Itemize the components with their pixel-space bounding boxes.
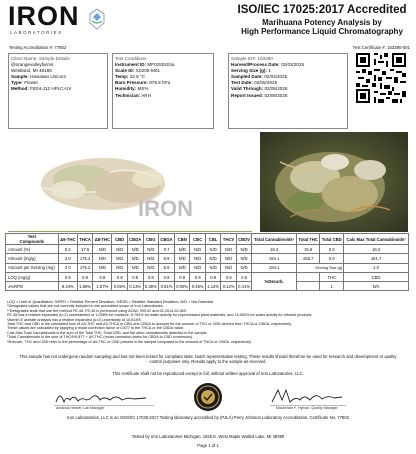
- table-cell: N/D: [127, 245, 143, 254]
- footnote: *Designates values that are not currently included in the accredited scope of Iron Laboratories.: [7, 304, 164, 309]
- header-total-cannabinoids: Total Cannabinoids¹: [252, 234, 297, 245]
- table-cell: 0.38%: [143, 282, 158, 291]
- decarb-cbd-value: N/A: [344, 282, 409, 291]
- footnotes: [7, 300, 407, 344]
- footer-accreditation: Iron Laboratories, LLC is an ISO/IEC 17025:2017 Testing laboratory accredited by (PJLA) Perry Johnson Laboratory Accreditation, Certificate No. 77802: [67, 415, 349, 420]
- table-cell: [296, 282, 319, 291]
- test-date-label: Test Date:: [231, 80, 253, 86]
- table-row: [6, 263, 409, 272]
- table-cell: 0.9: [77, 272, 92, 281]
- report-subtitle-line2: High Performance Liquid Chromatography: [241, 27, 403, 36]
- table-cell: N/D: [143, 245, 158, 254]
- pjla-seal-icon: [88, 8, 106, 30]
- quality-manager-signature: [268, 386, 348, 408]
- table-cell: 0.9: [58, 272, 77, 281]
- footnote: FE-45 has a relative expanded (k=2) uncertainties of 1.098% for moisture, 8.754% for water activity for unprocessed plant materials, and 13.052% for water activity for infused products.: [7, 313, 313, 318]
- table-cell: N/D: [112, 263, 127, 272]
- header-calc-max-total: Calc Max Total Cannabinoids²: [344, 234, 409, 245]
- valid-through-value: 02/05/2026: [264, 86, 288, 92]
- table-cell: 6.9: [159, 254, 175, 263]
- iron-logo-subtitle: LABORATORIES: [10, 30, 63, 35]
- method-label: Method:: [11, 86, 29, 92]
- table-cell: 0.9: [236, 272, 251, 281]
- header-compound: CBC: [190, 234, 205, 245]
- footnote: %Decarb. THC and CBD refer to the percentage of Δ9-THC or CBD present in the sample compared to the amount of THCA or CBDA, respectively.: [7, 339, 252, 344]
- footnote: ¹Total Cannabinoids is the sum of THCA*0.877 + Δ9-THC (molar correction factor for CBDA to CBD conversion).: [7, 335, 194, 340]
- table-cell: 0.2: [58, 245, 77, 254]
- humidity-value: MS%: [137, 86, 149, 92]
- row-label: Amount (mg/g): [6, 254, 59, 263]
- table-cell: 0.9: [112, 272, 127, 281]
- table-cell: 0.9: [174, 272, 189, 281]
- header-compound: CBDV: [236, 234, 251, 245]
- sampled-label: Sampled Date:: [231, 74, 263, 80]
- report-issued-value: 02/05/2025: [264, 92, 288, 98]
- table-cell: N/D: [143, 263, 158, 272]
- table-cell: N/D: [112, 254, 127, 263]
- table-cell: N/D: [205, 254, 220, 263]
- table-cell: N/D: [174, 254, 189, 263]
- quality-manager-name: Mackenzie F. Hyman, Quality Manager: [276, 406, 338, 410]
- table-cell: 0.9: [159, 272, 175, 281]
- table-cell: N/D: [190, 245, 205, 254]
- test-date-value: 02/05/2025: [254, 80, 278, 86]
- table-cell: 1.14%: [205, 282, 220, 291]
- harvest-label: Harvest/Process Date:: [231, 62, 280, 68]
- conditions-title: Test Conditions: [115, 56, 147, 61]
- technician-value: ARH: [141, 92, 151, 98]
- table-cell: N/D: [221, 245, 236, 254]
- sampling-disclaimer: This sample has not undergone random sampling and has not been tested for compliant state, batch representative testing. These results should therefore be used for research and development or quality control purposes only. Results apply to the sample as received.: [19, 354, 397, 364]
- table-cell: 0.9: [127, 272, 143, 281]
- type-label: Type:: [11, 80, 23, 86]
- instrument-value: MF0250204a: [147, 62, 175, 68]
- instrument-label: Instrument ID:: [115, 62, 147, 68]
- table-cell: N/D: [174, 263, 189, 272]
- client-location: Westland, MI 48185: [11, 68, 52, 74]
- scale-value: XS205-M01: [135, 68, 160, 74]
- watermark-logo: IRON: [138, 196, 193, 221]
- table-cell: 0.9: [221, 272, 236, 281]
- report-subtitle-line1: Marihuana Potency Analysis by: [262, 18, 382, 27]
- type-value: Flower: [24, 80, 38, 86]
- table-cell: N/D: [174, 245, 189, 254]
- footer-address: Tested by Iron Laboratories Michigan, 1825 E. West Maple Walled Lake, MI 48390: [131, 434, 285, 439]
- sampled-value: 02/03/2025: [264, 74, 288, 80]
- header-compound: THCV: [221, 234, 236, 245]
- table-cell: N/D: [93, 263, 112, 272]
- client-box-title: Client Name, Sample Details: [11, 56, 70, 61]
- table-cell: 8.44%: [58, 282, 77, 291]
- footnote: **Designates tests that use the method FE-45. FE-45 is performed using AOAC 999.02 and 02.2014-32.009.: [7, 308, 187, 313]
- table-row: [6, 245, 409, 254]
- table-cell: 0.9: [93, 272, 112, 281]
- row-label: Amount (%): [6, 245, 59, 254]
- temp-label: Temp:: [115, 74, 129, 80]
- table-cell: 155.7: [296, 254, 319, 263]
- report-issued-label: Report Issued:: [231, 92, 264, 98]
- header-compound: Δ9-THC: [58, 234, 77, 245]
- table-cell: N/D: [127, 263, 143, 272]
- table-cell: 0.0: [320, 245, 344, 254]
- table-cell: 0.61%: [159, 282, 175, 291]
- table-cell: 0.08%: [174, 282, 189, 291]
- table-cell: N/D: [221, 254, 236, 263]
- header-compound: CBG: [143, 234, 158, 245]
- iron-logo: IRON: [8, 1, 80, 31]
- page-number: Page 1 of 1: [197, 443, 219, 448]
- table-cell: 0.9: [143, 272, 158, 281]
- baro-label: Baro Pressure:: [115, 80, 148, 86]
- table-cell: 15.6: [296, 245, 319, 254]
- table-cell: N/D: [205, 245, 220, 254]
- table-cell: N/D: [221, 263, 236, 272]
- table-cell: 1.87%: [93, 282, 112, 291]
- valid-through-label: Valid Through:: [231, 86, 264, 92]
- testing-accreditation-number: Testing Accreditation #: 77802: [9, 45, 67, 50]
- table-cell: N/D: [93, 254, 112, 263]
- header-compound: CBDA: [127, 234, 143, 245]
- serving-value: 1: [268, 68, 271, 74]
- row-label: LOQ (mg/g): [6, 272, 59, 281]
- iso-accreditation-title: ISO/IEC 17025:2017 Accredited: [237, 4, 407, 16]
- table-cell: [296, 272, 319, 281]
- decarb-label: %Decarb.: [252, 272, 297, 291]
- pjla-accreditation-badge-icon: [193, 382, 223, 412]
- footnote: LOQ = Limit of Quantitation; %RPD = Relative Percent Deviation; %RSD = Relative Standard Deviation; N/D = Not Detected: [7, 300, 214, 304]
- potency-results-table: [5, 233, 409, 291]
- table-cell: 1.86%: [77, 282, 92, 291]
- method-value: FE04-J12 HPLC-UV: [30, 86, 72, 92]
- table-cell: 0.13%: [127, 282, 143, 291]
- table-cell: 18.4: [252, 245, 297, 254]
- table-cell: N/D: [190, 254, 205, 263]
- table-cell: N/D: [127, 254, 143, 263]
- client-details-box: [8, 53, 108, 129]
- sample-id-title: Sample ID#: 153390: [231, 56, 273, 61]
- sample-label: Sample:: [11, 74, 29, 80]
- temp-value: 22.5 °C: [129, 74, 146, 80]
- table-cell: 2.0: [58, 263, 77, 272]
- table-cell: 2.0: [58, 254, 77, 263]
- table-cell: N/D: [236, 263, 251, 272]
- qr-code-icon[interactable]: [356, 53, 406, 103]
- table-cell: N/D: [112, 245, 127, 254]
- baro-value: 979.8 hPa: [149, 80, 171, 86]
- table-cell: N/D: [236, 254, 251, 263]
- header-compound: CBD: [112, 234, 127, 245]
- header-compound: THCA: [77, 234, 92, 245]
- table-cell: N/D: [205, 263, 220, 272]
- table-cell: 0.12%: [221, 282, 236, 291]
- humidity-label: Humidity:: [115, 86, 137, 92]
- sample-closeup-photo: [260, 132, 408, 232]
- header-compound: CBGA: [159, 234, 175, 245]
- table-row: [6, 282, 409, 291]
- table-cell: 0.9: [205, 272, 220, 281]
- sample-photo-watermarked: [8, 132, 252, 232]
- footnote: Calc Max Total Cannabinoids is the sum of the Total THC, Total CBD, and the other cannabinoids detected in the sample.: [7, 330, 208, 335]
- table-cell: 161.7: [344, 254, 409, 263]
- table-cell: 0.7: [159, 245, 175, 254]
- table-cell: 1.0: [344, 263, 409, 272]
- table-cell: N/D: [143, 254, 158, 263]
- lab-manager-signature: [50, 388, 160, 408]
- header-total-thc: Total THC: [296, 234, 319, 245]
- table-row: [6, 272, 409, 281]
- table-cell: 0.46%: [190, 282, 205, 291]
- header-total-cbd: Total CBD: [320, 234, 344, 245]
- table-cell: 16.2: [344, 245, 409, 254]
- table-cell: 184.1: [252, 254, 297, 263]
- header-compound: CBN: [174, 234, 189, 245]
- table-cell: N/D: [93, 245, 112, 254]
- table-cell: 0.9: [190, 272, 205, 281]
- decarb-thc-value: 1: [320, 282, 344, 291]
- client-handle: @orangevalleyfarms: [11, 62, 54, 68]
- test-certificate-number: Test Certificate #: 153390-001: [352, 45, 410, 50]
- table-cell: N/D: [236, 245, 251, 254]
- footnote: These values are calculated by applying a molar correction factor of 0.877 to the THCA or the CBDA value.: [7, 326, 185, 331]
- table-row: [6, 254, 409, 263]
- reproduction-disclaimer: This certificate shall not be reproduced except in full, without written approval of Iron Laboratories, LLC.: [112, 371, 304, 376]
- lab-manager-name: Amanda Heisler, Lab Manager: [56, 406, 105, 410]
- table-cell: 184.1: [252, 263, 297, 272]
- header-compound: Δ8-THC: [93, 234, 112, 245]
- row-label: ±%RPD: [6, 282, 59, 291]
- row-label: Amount per Serving (mg): [6, 263, 59, 272]
- table-cell: 175.2: [77, 254, 92, 263]
- decarb-thc-header: THC: [320, 272, 344, 281]
- sample-value: Hawaiian Unicorn: [30, 74, 67, 80]
- table-cell: 0.41%: [236, 282, 251, 291]
- test-conditions-box: [112, 53, 214, 129]
- serving-size-label: Serving Size (g): [296, 263, 343, 272]
- table-cell: N/D: [190, 263, 205, 272]
- table-cell: 6.9: [159, 263, 175, 272]
- table-cell: 0.0: [320, 254, 344, 263]
- serving-label: Serving Size (g):: [231, 68, 267, 74]
- footnote: Vitamin E acetate analysis has a relative expanded (k=2) uncertainty of 10.614%.: [7, 317, 142, 322]
- table-cell: 17.5: [77, 245, 92, 254]
- scale-label: Scale ID:: [115, 68, 135, 74]
- table-cell: 175.2: [77, 263, 92, 272]
- sample-info-box: [228, 53, 348, 129]
- table-cell: 0.09%: [112, 282, 127, 291]
- header-test-compounds: Test Compounds: [6, 234, 59, 245]
- decarb-cbd-header: CBD: [344, 272, 409, 281]
- table-header-row: [6, 234, 409, 245]
- harvest-value: 02/03/2025: [281, 62, 305, 68]
- header-compound: CBL: [205, 234, 220, 245]
- footnote: Total THC and CBD is the calculated sum of Δ9-THC and Δ9-THCA or CBD and CBDA to account for the amount of THC or CBD derived from THCA or CBDA, respectively.: [7, 322, 292, 327]
- technician-label: Technician:: [115, 92, 141, 98]
